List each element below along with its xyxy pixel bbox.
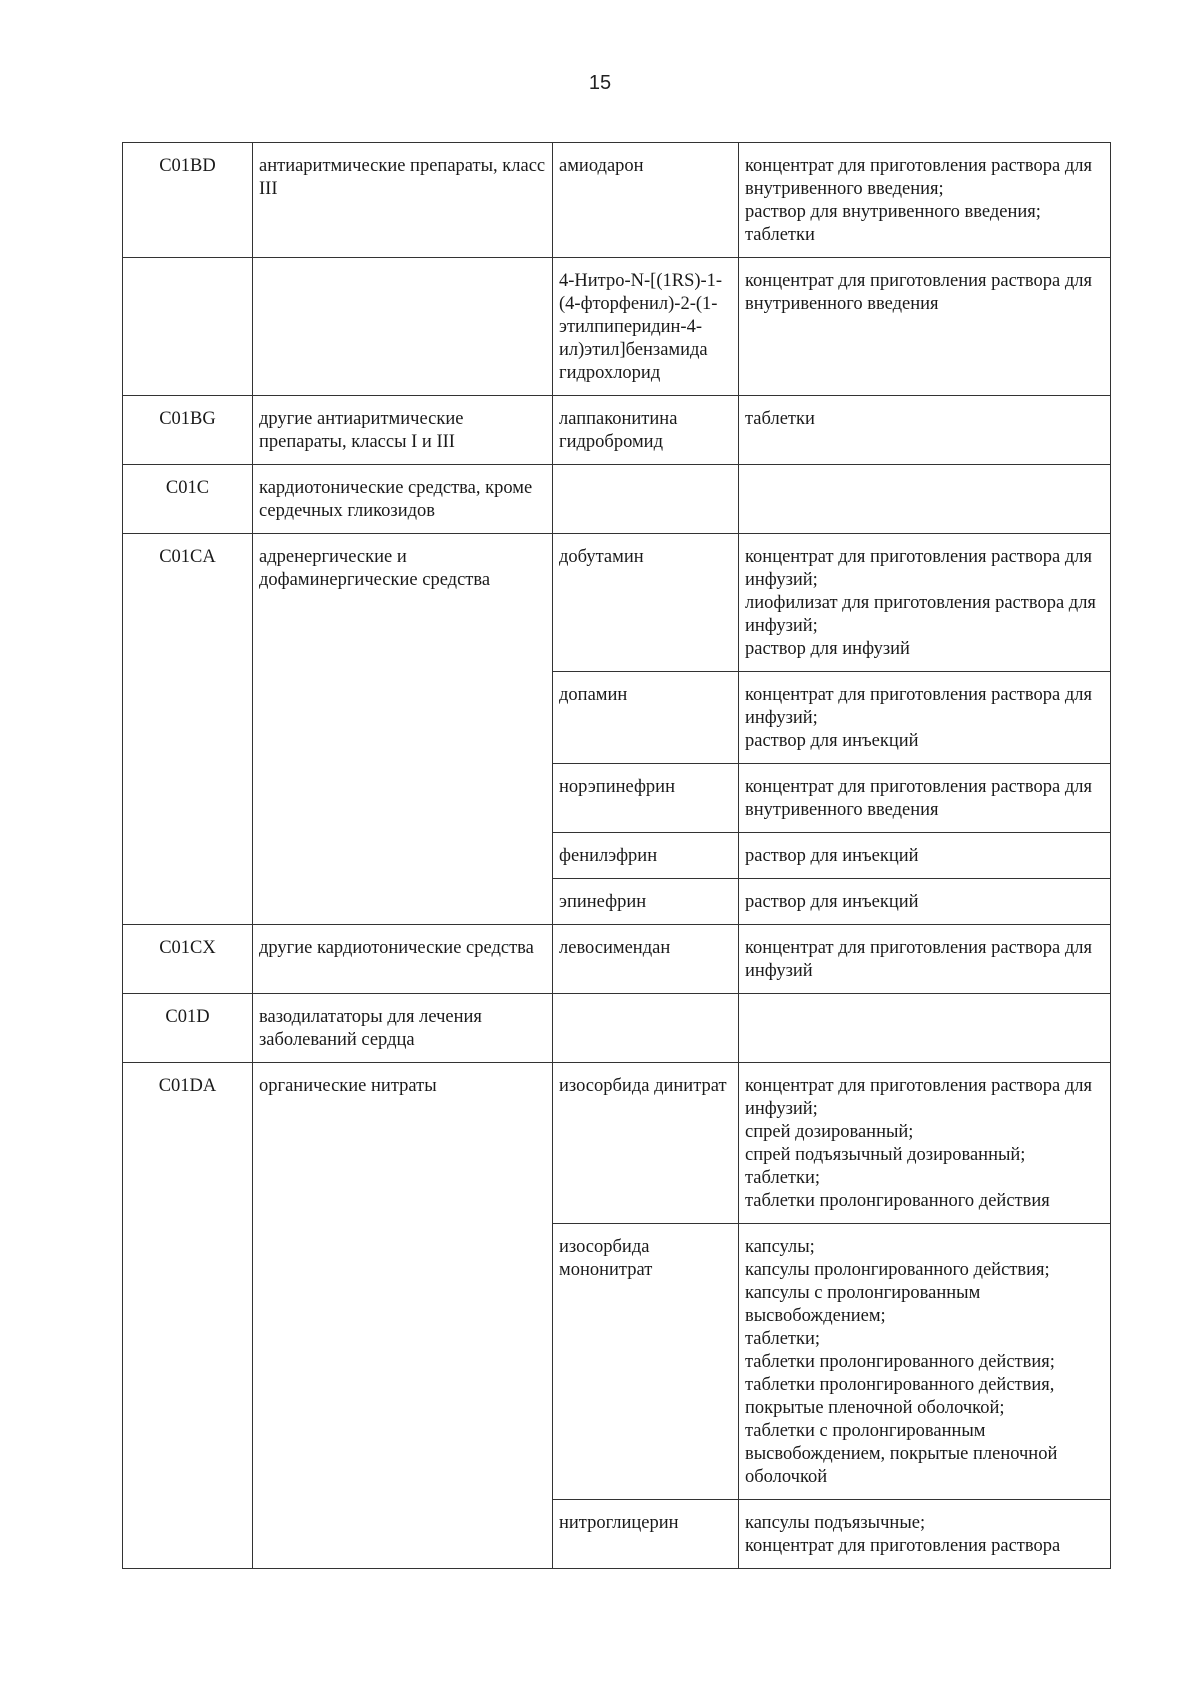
group-name-cell: другие кардиотонические средства <box>253 925 553 994</box>
dosage-forms-cell <box>739 1500 1111 1569</box>
table-row <box>123 534 1111 672</box>
dosage-form: раствор для внутривенного введения; <box>745 202 1041 222</box>
drug-name-cell: эпинефрин <box>553 879 739 925</box>
dosage-forms-cell <box>739 534 1111 672</box>
group-name-cell: вазодилататоры для лечения заболеваний сердца <box>253 994 553 1063</box>
dosage-form: концентрат для приготовления раствора для инфузий; <box>745 685 1092 728</box>
drug-name-cell: изосорбида мононитрат <box>553 1224 739 1500</box>
dosage-form: концентрат для приготовления раствора для внутривенного введения <box>745 271 1092 314</box>
drug-name-cell: лаппаконитина гидробромид <box>553 396 739 465</box>
atc-code-cell: C01D <box>123 994 253 1063</box>
group-name-cell: адренергические и дофаминергические средства <box>253 534 553 925</box>
dosage-form: концентрат для приготовления раствора для инфузий <box>745 938 1092 981</box>
dosage-forms-cell <box>739 1224 1111 1500</box>
dosage-form: концентрат для приготовления раствора для внутривенного введения <box>745 777 1092 820</box>
dosage-form: лиофилизат для приготовления раствора для инфузий; <box>745 593 1096 636</box>
dosage-form: таблетки; <box>745 1168 821 1188</box>
table-row <box>123 465 1111 534</box>
group-name-cell: органические нитраты <box>253 1063 553 1569</box>
dosage-form: капсулы; <box>745 1237 815 1257</box>
dosage-form: таблетки; <box>745 1329 821 1349</box>
drug-name-cell <box>553 465 739 534</box>
medication-table <box>122 142 1111 1569</box>
dosage-forms-cell <box>739 465 1111 534</box>
dosage-forms-cell <box>739 672 1111 764</box>
dosage-form: капсулы с пролонгированным высвобождением; <box>745 1283 981 1326</box>
dosage-form: таблетки с пролонгированным высвобождением, покрытые пленочной оболочкой <box>745 1421 1058 1487</box>
dosage-form: капсулы подъязычные; <box>745 1513 926 1533</box>
table-row <box>123 258 1111 396</box>
atc-code-cell: C01CA <box>123 534 253 925</box>
dosage-form: таблетки <box>745 225 815 245</box>
dosage-form: капсулы пролонгированного действия; <box>745 1260 1050 1280</box>
table-row <box>123 396 1111 465</box>
dosage-form: таблетки пролонгированного действия; <box>745 1352 1055 1372</box>
drug-name-cell: фенилэфрин <box>553 833 739 879</box>
atc-code-cell: C01BD <box>123 143 253 258</box>
dosage-form: раствор для инъекций <box>745 846 919 866</box>
dosage-form: спрей подъязычный дозированный; <box>745 1145 1026 1165</box>
atc-code-cell-empty <box>123 258 253 396</box>
dosage-forms-cell <box>739 833 1111 879</box>
page-number: 15 <box>588 72 612 94</box>
dosage-form: раствор для инъекций <box>745 892 919 912</box>
dosage-forms-cell <box>739 994 1111 1063</box>
dosage-forms-cell <box>739 143 1111 258</box>
dosage-form: раствор для инъекций <box>745 731 919 751</box>
dosage-form: спрей дозированный; <box>745 1122 914 1142</box>
atc-code-cell: C01BG <box>123 396 253 465</box>
table-row <box>123 994 1111 1063</box>
dosage-forms-cell <box>739 396 1111 465</box>
drug-name-cell: амиодарон <box>553 143 739 258</box>
dosage-form: таблетки пролонгированного действия, покрытые пленочной оболочкой; <box>745 1375 1055 1418</box>
group-name-cell: кардиотонические средства, кроме сердечных гликозидов <box>253 465 553 534</box>
table-row <box>123 143 1111 258</box>
dosage-forms-cell <box>739 1063 1111 1224</box>
dosage-forms-cell <box>739 764 1111 833</box>
atc-code-cell: C01CX <box>123 925 253 994</box>
dosage-form: концентрат для приготовления раствора для инфузий; <box>745 547 1092 590</box>
drug-name-cell: 4-Нитро-N-[(1RS)-1-(4-фторфенил)-2-(1-этилпиперидин-4-ил)этил]бензамида гидрохлорид <box>553 258 739 396</box>
drug-name-cell: нитроглицерин <box>553 1500 739 1569</box>
dosage-forms-cell <box>739 925 1111 994</box>
dosage-form: концентрат для приготовления раствора для инфузий; <box>745 1076 1092 1119</box>
table-row <box>123 925 1111 994</box>
drug-name-cell <box>553 994 739 1063</box>
group-name-cell: антиаритмические препараты, класс III <box>253 143 553 258</box>
atc-code-cell: C01DA <box>123 1063 253 1569</box>
atc-code-cell: C01C <box>123 465 253 534</box>
drug-name-cell: изосорбида динитрат <box>553 1063 739 1224</box>
dosage-form: раствор для инфузий <box>745 639 910 659</box>
dosage-form: таблетки пролонгированного действия <box>745 1191 1050 1211</box>
dosage-forms-cell <box>739 879 1111 925</box>
drug-name-cell: левосимендан <box>553 925 739 994</box>
drug-name-cell: норэпинефрин <box>553 764 739 833</box>
dosage-form: концентрат для приготовления раствора <box>745 1536 1061 1556</box>
drug-name-cell: допамин <box>553 672 739 764</box>
dosage-forms-cell <box>739 258 1111 396</box>
table-row <box>123 1063 1111 1224</box>
drug-name-cell: добутамин <box>553 534 739 672</box>
dosage-form: концентрат для приготовления раствора для внутривенного введения; <box>745 156 1092 199</box>
group-name-cell: другие антиаритмические препараты, классы I и III <box>253 396 553 465</box>
dosage-form: таблетки <box>745 409 815 429</box>
group-name-cell-empty <box>253 258 553 396</box>
